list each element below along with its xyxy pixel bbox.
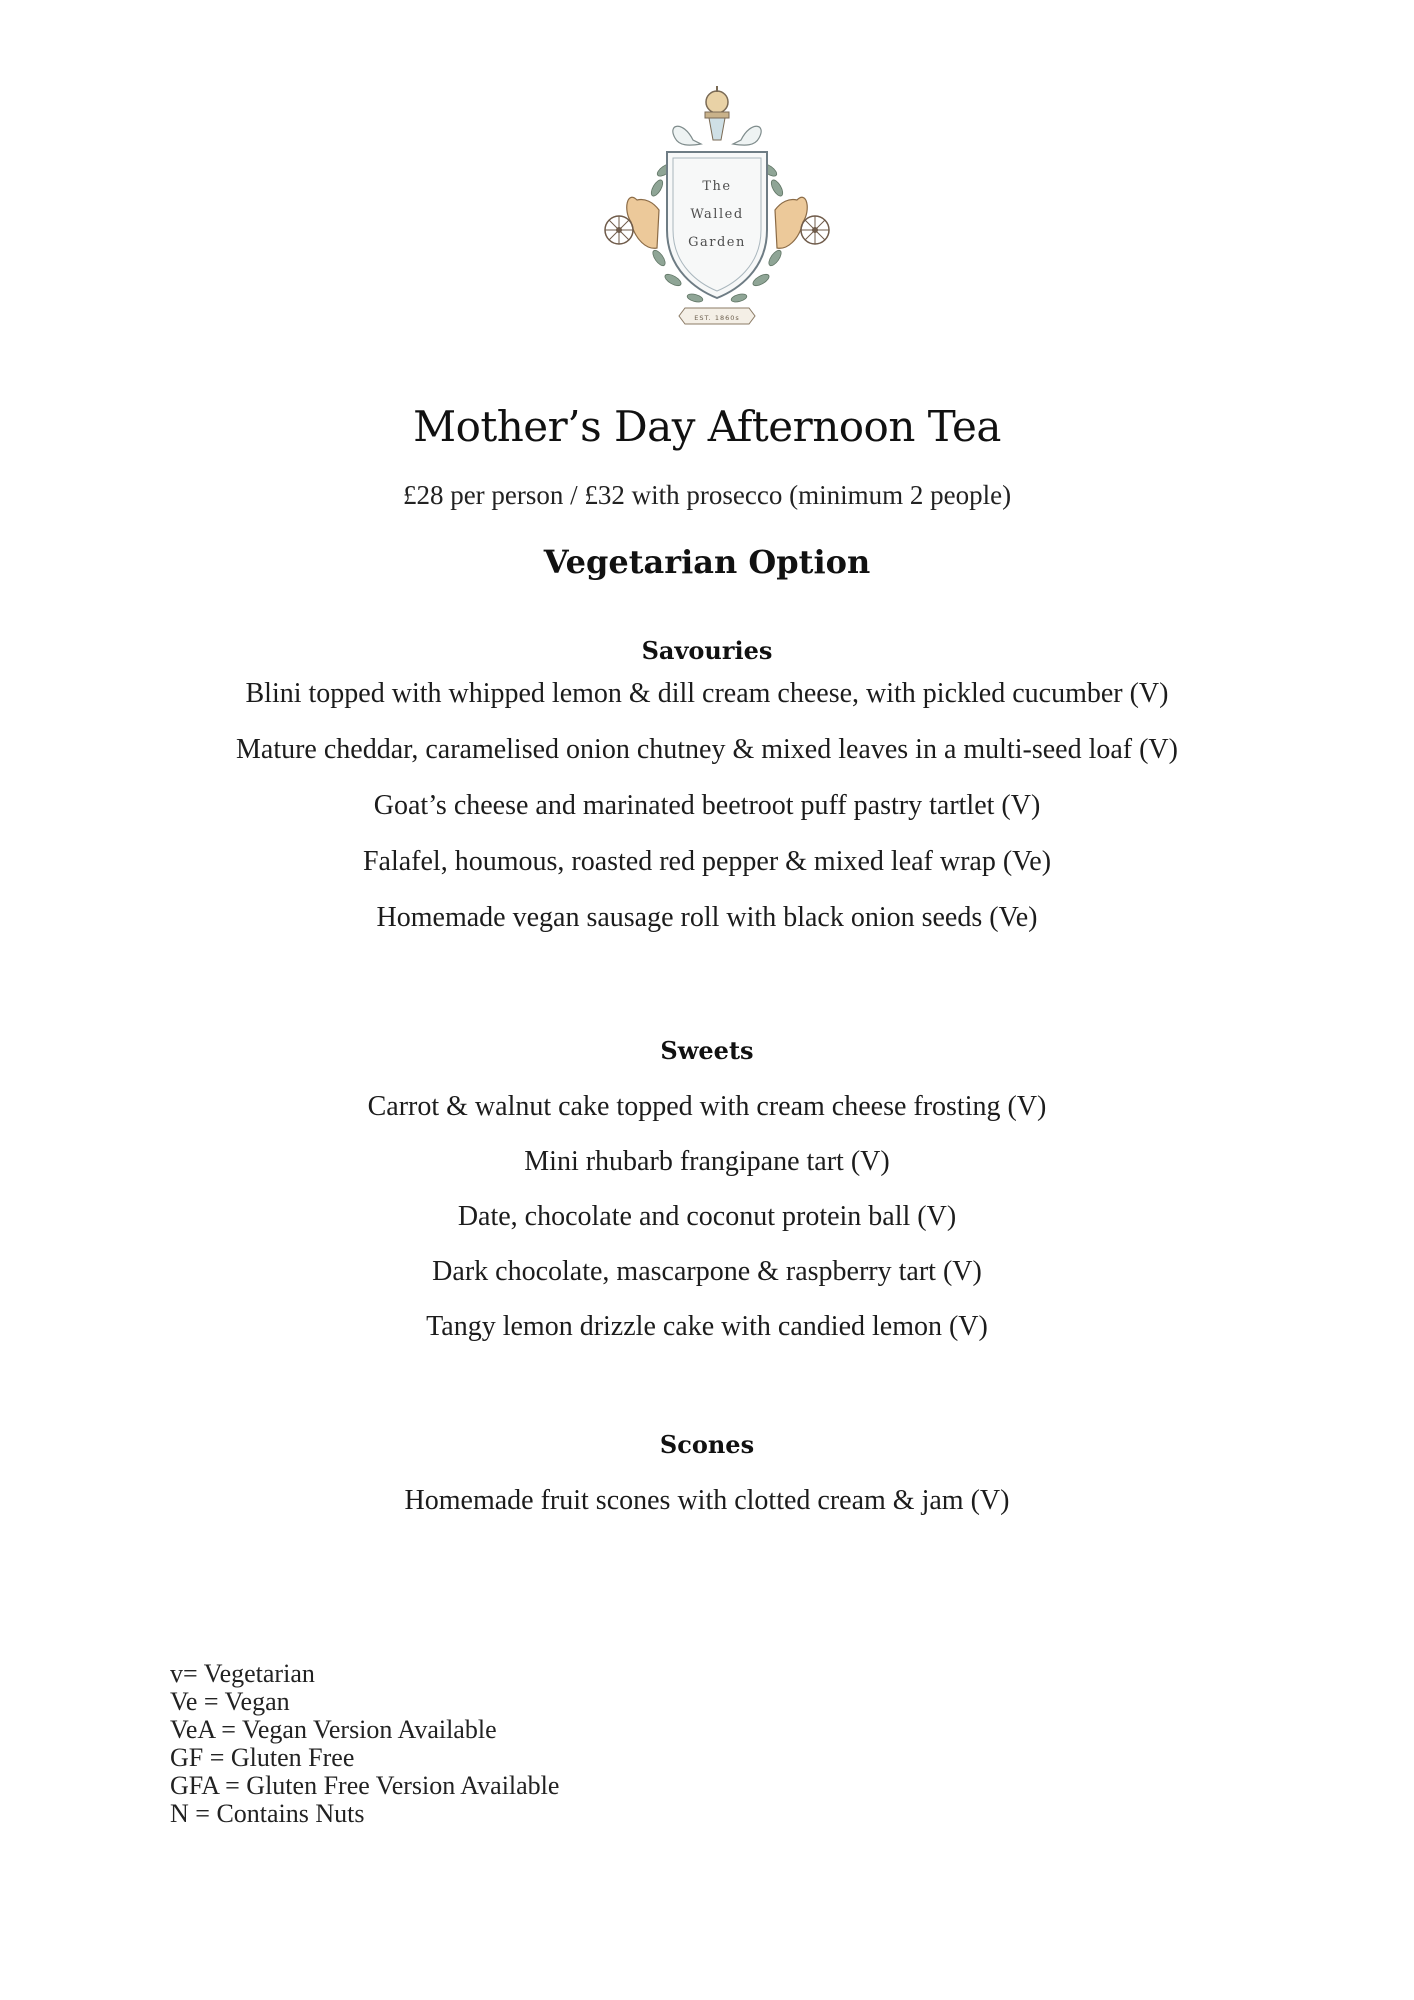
legend-entry: Ve = Vegan [170,1687,290,1716]
price-line: £28 per person / £32 with prosecco (minimum 2 people) [402,480,1012,510]
legend-entry: GFA = Gluten Free Version Available [170,1771,560,1800]
savouries-item: Homemade vegan sausage roll with black onion seeds (Ve) [376,902,1038,933]
logo-line-walled: Walled [690,207,744,222]
savouries-item: Falafel, houmous, roasted red pepper & mixed leaf wrap (Ve) [362,846,1052,877]
legend-entry: v= Vegetarian [170,1659,315,1688]
legend-entry: GF = Gluten Free [170,1743,355,1772]
sweets-heading: Sweets [660,1036,754,1065]
option-heading: Vegetarian Option [543,543,871,581]
sweets-item: Mini rhubarb frangipane tart (V) [524,1146,890,1177]
logo-ribbon-text: EST. 1860s [694,314,740,322]
menu-title: Mother’s Day Afternoon Tea [413,402,1001,451]
savouries-item: Mature cheddar, caramelised onion chutney & mixed leaves in a multi-seed loaf (V) [236,734,1178,765]
scones-item: Homemade fruit scones with clotted cream & jam (V) [404,1485,1010,1516]
legend-entry: N = Contains Nuts [170,1799,365,1828]
sweets-item: Tangy lemon drizzle cake with candied lemon (V) [426,1311,988,1342]
sweets-item: Carrot & walnut cake topped with cream cheese frosting (V) [367,1091,1047,1122]
savouries-item: Blini topped with whipped lemon & dill cream cheese, with pickled cucumber (V) [245,678,1169,709]
walled-garden-crest-logo [597,80,837,330]
sweets-item: Date, chocolate and coconut protein ball (V) [457,1201,957,1232]
savouries-heading: Savouries [641,636,773,665]
scones-heading: Scones [659,1430,755,1459]
savouries-item: Goat’s cheese and marinated beetroot puff pastry tartlet (V) [373,790,1041,821]
dietary-legend [170,1660,559,1828]
logo-line-the: The [702,179,732,194]
sweets-item: Dark chocolate, mascarpone & raspberry tart (V) [432,1256,982,1287]
legend-entry: VeA = Vegan Version Available [170,1715,497,1744]
logo-line-garden: Garden [688,235,746,250]
